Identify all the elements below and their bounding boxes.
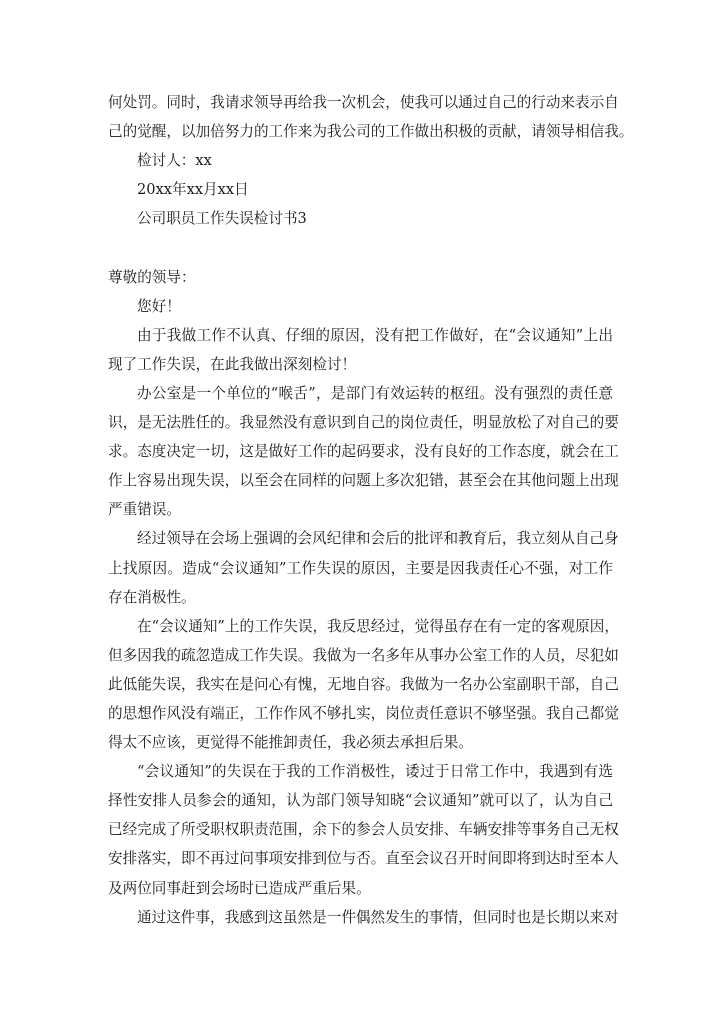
document-line: 识，是无法胜任的。我显然没有意识到自己的岗位责任，明显放松了对自己的要	[108, 414, 619, 432]
document-line: “会议通知”的失误在于我的工作消极性，诿过于日常工作中，我遇到有选	[137, 763, 613, 781]
document-line: 安排落实，即不再过问事项安排到位与否。直至会议召开时间即将到达时至本人	[108, 850, 619, 868]
document-line: 上找原因。造成“会议通知”工作失误的原因，主要是因我责任心不强，对工作	[108, 559, 613, 577]
document-line: 经过领导在会场上强调的会风纪律和会后的批评和教育后，我立刻从自己身	[137, 530, 619, 548]
document-line: 己的觉醒，以加倍努力的工作来为我公司的工作做出积极的贡献，请领导相信我。	[108, 123, 634, 141]
document-line: 此低能失误，我实在是问心有愧，无地自容。我做为一名办公室副职干部，自己	[108, 675, 619, 693]
document-line: 但多因我的疏忽造成工作失误。我做为一名多年从事办公室工作的人员，尽犯如	[108, 646, 619, 664]
document-line: 及两位同事赶到会场时已造成严重后果。	[108, 879, 371, 897]
document-line: 办公室是一个单位的“喉舌”，是部门有效运转的枢纽。没有强烈的责任意	[137, 384, 613, 402]
document-line: 得太不应该，更觉得不能推卸责任，我必须去承担后果。	[108, 734, 473, 752]
document-line: 何处罚。同时，我请求领导再给我一次机会，使我可以通过自己的行动来表示自	[108, 94, 619, 111]
document-line: 您好！	[137, 297, 181, 315]
document-line: 现了工作失误，在此我做出深刻检讨！	[108, 355, 357, 373]
document-line: 择性安排人员参会的通知，认为部门领导知晓“会议通知”就可以了，认为自己	[108, 792, 613, 810]
document-line: 求。态度决定一切，这是做好工作的起码要求，没有良好的工作态度，就会在工	[108, 443, 619, 461]
document-line: 20xx年xx月xx日	[137, 181, 249, 199]
document-line: 存在消极性。	[108, 588, 196, 606]
document-line: 尊敬的领导：	[108, 268, 196, 286]
document-line: 通过这件事，我感到这虽然是一件偶然发生的事情，但同时也是长期以来对	[137, 908, 619, 926]
document-line: 严重错误。	[108, 501, 181, 519]
document-line: 检讨人：xx	[137, 152, 212, 170]
document-line: 作上容易出现失误，以至会在同样的问题上多次犯错，甚至会在其他问题上出现	[108, 472, 619, 490]
document-line: 的思想作风没有端正，工作作风不够扎实，岗位责任意识不够坚强。我自己都觉	[108, 704, 619, 722]
document-line: 在“会议通知”上的工作失误，我反思经过，觉得虽存在有一定的客观原因，	[137, 617, 619, 635]
document-line: 已经完成了所受职权职责范围，余下的参会人员安排、车辆安排等事务自己无权	[108, 821, 619, 839]
document-line: 公司职员工作失误检讨书3	[137, 210, 307, 228]
document-page	[108, 88, 634, 932]
document-line: 由于我做工作不认真、仔细的原因，没有把工作做好，在“会议通知”上出	[137, 326, 613, 344]
blank-line	[108, 233, 613, 262]
